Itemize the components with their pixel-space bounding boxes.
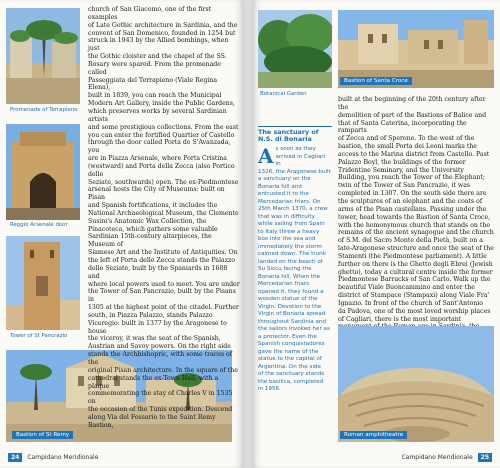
sidebar-title-line: N.S. di Bonaria	[258, 135, 312, 143]
right-body-text	[338, 96, 496, 331]
sidebar-line: that was in difficulty	[258, 213, 315, 220]
text-line: access to the Marina district from Castello. Past	[338, 150, 490, 158]
sidebar-title-line: The sanctuary of	[258, 128, 319, 136]
text-line: are in Piazza Arsenale, where Porta Cristina	[88, 155, 227, 163]
page-number: 24	[8, 453, 22, 462]
text-line: struck in 1943 by the Allied bombings, when just	[88, 37, 229, 53]
text-line: 1305 at the highest point of the citadel. Further	[88, 304, 239, 312]
left-page	[0, 0, 244, 468]
text-line: original Pisan architecture. In the square of the	[88, 366, 238, 374]
text-line: completed in 1307. On the south side there are	[338, 190, 487, 198]
caption-promenade: Promenade of Terrapieno	[10, 107, 78, 113]
text-line: through the door called Porta de S'Avanzada, you	[88, 139, 231, 155]
text-line: the viceroy, it was the seat of the Spanish,	[88, 335, 221, 343]
text-line: arsenal hosts the City of Museums: built on Pisan	[88, 186, 225, 202]
text-line: built at the beginning of the 20th century after the	[338, 96, 486, 111]
sidebar-line: box into the sea and	[258, 236, 316, 242]
page-number: 25	[478, 453, 492, 462]
sidebar-line: wooden statue of the	[258, 296, 318, 302]
text-line: Sardinian 15th-century altarpieces, the Museum of	[88, 233, 212, 249]
text-line: Austrian and Savoy powers. On the right side	[88, 343, 231, 351]
text-line: the sculptures of an elephant and the coats of	[338, 197, 483, 205]
sidebar-line: gave the name of the	[258, 348, 319, 355]
caption-botanical: Botanical Garden	[260, 91, 307, 97]
text-line: Seziate, southwards) open. The ex-Piedmontese	[88, 178, 239, 186]
text-line: twin of the Tower of San Pancrazio, it was	[338, 182, 471, 190]
text-line: along Via del Fossario to the Saint Remy Bastion,	[88, 413, 216, 429]
running-title: Campidano Meridionale	[27, 454, 99, 461]
sidebar-line: entrusted it to the	[258, 191, 310, 197]
sidebar-line: calmed down. The trunk	[258, 251, 326, 257]
text-line: Stamenti (the Piedmontese parliament). A little	[338, 252, 487, 260]
sidebar-line: a protector. Even the	[258, 333, 317, 340]
sidebar-line: the basilica, completed	[258, 378, 324, 385]
text-line: you can enter the fortified Quartier of Castello	[88, 131, 235, 139]
text-line: further on there is the Ghetto degli Ebrei (Jewish	[338, 260, 493, 268]
sidebar-line: Virgin of Bonaria spread	[258, 311, 326, 317]
sidebar-line: Bonaria hill. When the	[258, 273, 321, 280]
sidebar-line: Su Siccu facing the	[258, 266, 312, 272]
sidebar-line: the sailors invoked her as	[258, 326, 330, 332]
text-line: Palazzo Boyl, the buildings of the former	[338, 158, 466, 166]
text-line: arms of the Pisan castellans. Passing under the	[338, 205, 487, 213]
text-line: stands the Archbishopric, with some traces of the	[88, 351, 233, 366]
sidebar-line: arrived in Cagliari in	[275, 153, 326, 167]
text-line: Siamese Art and the Institute of Antiquities. On	[88, 249, 238, 257]
text-line: National Archaeological Museum, the Clemente	[88, 209, 239, 217]
sidebar-line: Virgin. Devotion to the	[258, 303, 322, 310]
text-line: beautiful Viale Buoncammino and enter the	[338, 284, 475, 292]
text-line: Building, you reach the Tower of the Elephant;	[338, 174, 485, 182]
left-footer	[8, 453, 98, 462]
sidebar-line: 25th March 1370, a crew	[258, 206, 328, 212]
text-line: Viceregio: built in 1377 by the Aragonese to house	[88, 319, 227, 335]
text-line: Passeggiata del Terrapieno (Viale Regina Elena),	[88, 76, 218, 92]
text-line: the left of Porta delle Zecca stands the Palazzo	[88, 257, 235, 264]
left-body-text	[88, 6, 240, 430]
text-line: commemorating the stay of Charles V in 1535 on	[88, 390, 233, 406]
text-line: the occasion of the Tunis expedition. Descend	[88, 406, 233, 414]
sidebar-line: to Italy threw a heavy	[258, 228, 320, 235]
photo-botanical	[258, 10, 332, 88]
text-line: built in 1839, you can reach the Municipal	[88, 92, 222, 100]
caption-bastion-remy: Bastion of St Remy	[12, 431, 73, 439]
caption-amphitheatre: Roman amphitheatre	[340, 431, 407, 439]
text-line: delle Seziate, built by the Spaniards in 1688 and	[88, 264, 228, 280]
text-line: Ignazio. In front of the church of Sant'Antonio	[338, 299, 484, 307]
text-line: the Gothic cloister and the chapel of the SS.	[88, 53, 227, 61]
sidebar-body	[258, 146, 332, 394]
sidebar-line: 1326, the Aragonese built	[258, 168, 331, 175]
text-line: the Tower of San Pancrazio, built by the Pisans in	[88, 288, 236, 304]
sidebar-title	[258, 126, 332, 143]
text-line: and some prestigious collections. From the east	[88, 123, 239, 131]
sidebar-line: Bonaria hill and	[258, 183, 302, 190]
text-line: church of San Giacomo, one of the first examples	[88, 6, 212, 21]
photo-amphitheatre	[338, 326, 494, 442]
text-line: cathedral stands the ex-Town Hall, with a plaque	[88, 374, 219, 390]
text-line: where local powers used to meet. You are under	[88, 280, 240, 288]
right-footer	[402, 453, 492, 462]
text-line: of S.M. del Sacro Monte della Pietà, built on a	[338, 237, 483, 245]
text-line: Modern Art Gallery, inside the Public Gardens,	[88, 100, 235, 108]
text-line: Susini's Anatomic Wax Collection, the	[88, 217, 207, 225]
sidebar-line: in 1956.	[258, 386, 281, 392]
running-title: Campidano Meridionale	[401, 454, 473, 461]
text-line: of Late Gothic architecture in Sardinia, and the	[88, 21, 238, 29]
sidebar-line: throughout Sardinia and	[258, 318, 327, 325]
caption-santa-croce: Bastion of Santa Croce	[340, 77, 412, 85]
text-line: bastion, the small Porta dei Leoni marks the	[338, 143, 477, 151]
text-line: that of Santa Caterina, incorporating the ramparts	[338, 119, 467, 135]
text-line: Piedmontese Barracks of San Carlo. Walk up the	[338, 276, 491, 284]
sidebar-line: s soon as they	[275, 146, 316, 152]
text-line: Pinacoteca, which gathers some valuable	[88, 225, 218, 233]
sidebar-line: Argentina. On the side	[258, 363, 321, 370]
sidebar-line: immediately the storm	[258, 243, 322, 250]
text-line: district of Stampace (Stampaxi) along Viale Fra'	[338, 292, 490, 300]
sidebar-line: of the sanctuary stands	[258, 371, 325, 377]
sidebar-line: statue to the capital of	[258, 356, 322, 362]
photo-promenade	[6, 8, 80, 104]
text-line: with the homonymous church that stands on the	[338, 221, 490, 229]
sidebar-bonaria	[258, 126, 332, 394]
sidebar-line: landed on the beach of	[258, 258, 323, 265]
text-line: of Cagliari, there is the most important	[338, 315, 462, 323]
text-line: which preserves works by several Sardinian artists	[88, 107, 227, 123]
sidebar-line: while sailing from Spain	[258, 221, 325, 227]
text-line: late-Aragonese structure and once the seat of the	[338, 245, 494, 253]
text-line: of Zecca and of Sperone. To the west of the	[338, 135, 475, 143]
sidebar-line: a sanctuary on the	[258, 176, 311, 182]
text-line: convent of San Domenico, founded in 1254 but	[88, 29, 236, 37]
caption-tower: Tower of St Pancrazio	[10, 333, 68, 339]
text-line: and Spanish fortifications, it includes the	[88, 202, 218, 210]
text-line: Rosary were spared. From the promenade called	[88, 60, 221, 76]
text-line: demolition of part of the Bastions of Balice and	[338, 111, 487, 119]
sidebar-line: Mercedarian friars. On	[258, 198, 321, 205]
text-line: da Padova, one of the most loved worship places	[338, 307, 491, 315]
text-line: ghetto), today a cultural centre inside the former	[338, 268, 493, 276]
sidebar-line: Mercedarian friars	[258, 281, 310, 287]
photo-reggio-door	[6, 124, 80, 220]
photo-tower	[6, 236, 80, 330]
text-line: remains of the ancient synagogue and the church	[338, 229, 494, 237]
text-line: tower, head towards the Bastion of Santa Croce,	[338, 213, 491, 221]
caption-reggio-door: Reggio Arsenale door	[10, 222, 68, 228]
sidebar-line: Spanish conquistadores	[258, 341, 325, 347]
text-line: (westward) and Porta della Zecca (also Portico delle	[88, 162, 235, 178]
dropcap: A	[258, 144, 274, 168]
right-page	[252, 0, 500, 468]
text-line: south, in Piazza Palazzo, stands Palazzo	[88, 311, 213, 319]
text-line: Tridentine Seminary, and the University	[338, 166, 464, 174]
sidebar-line: opened it, they found a	[258, 288, 324, 295]
